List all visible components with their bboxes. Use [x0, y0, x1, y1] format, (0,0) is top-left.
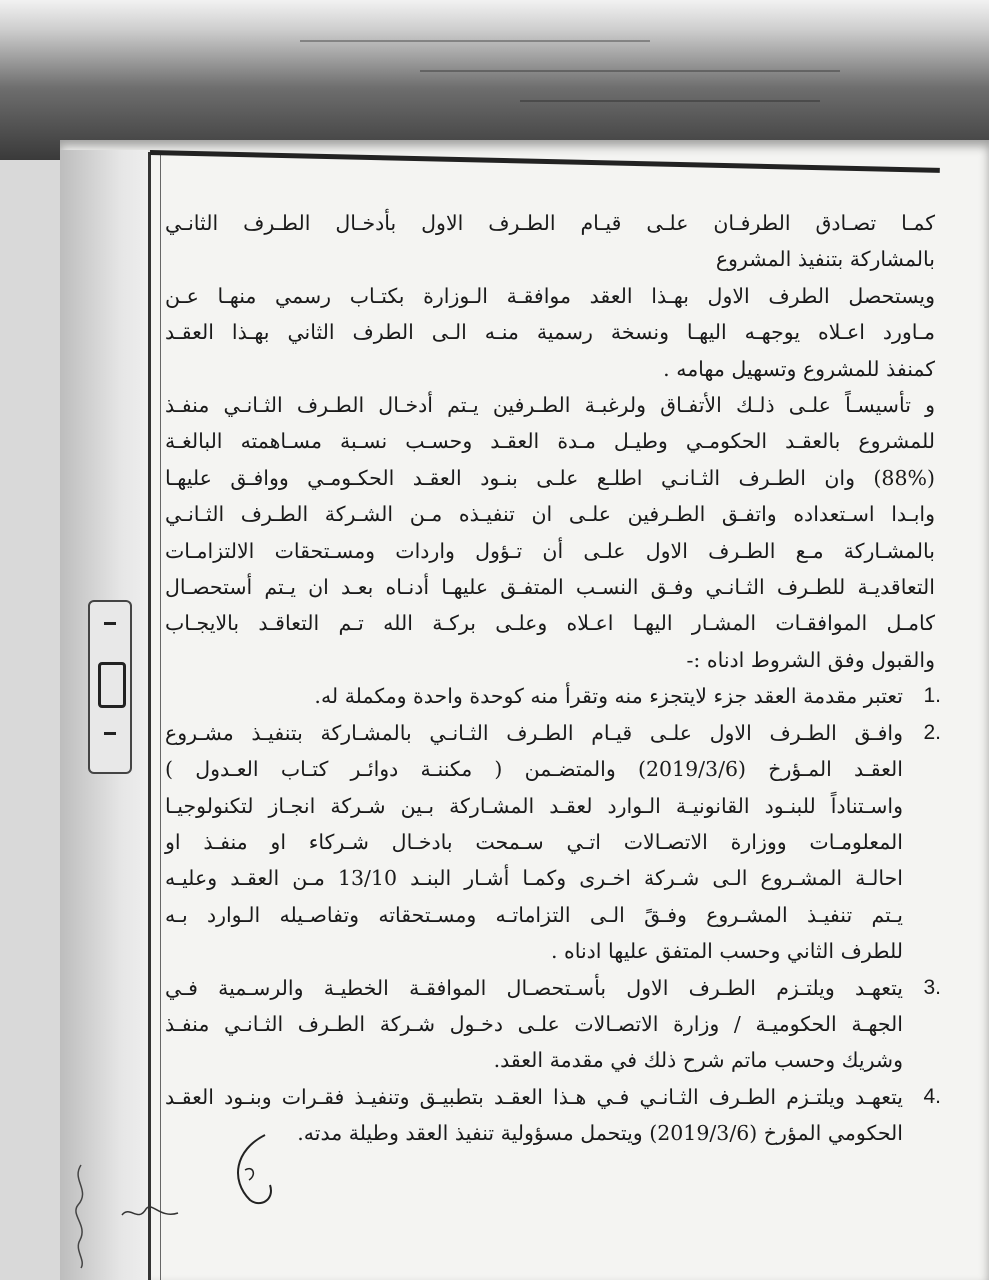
clause-number: 3. [923, 975, 941, 999]
approval-paragraph [165, 278, 935, 387]
text-line: وابـدا اسـتعداده واتفـق الطـرفين علـى ان تنفيـذه مـن الشـركة الطـرف الثـانـي [165, 502, 935, 527]
clause-number: 2. [923, 720, 941, 744]
text-line: كامـل الموافقـات المشـار اليهـا اعـلاه وعلـى بركـة الله تـم التعاقـد بالايجـاب [165, 611, 935, 636]
text-line: العقـد المـؤرخ (2019/3/6) والمتضـمن ( مكننـة دوائـر كتـاب العـدول ) [165, 757, 903, 782]
photocopy-top-shadow [0, 0, 989, 160]
side-stamp [88, 600, 132, 774]
text-line: التعاقديـة للطـرف الثـانـي وفـق النسـب المتفـق عليهـا أدنـاه بعـد ان يـتم أستحصـال [165, 575, 935, 600]
text-line: للطرف الثاني وحسب المتفق عليها ادناه . [550, 939, 903, 964]
text-line: تعتبر مقدمة العقد جزء لايتجزء منه وتقرأ منه كوحدة واحدة ومكملة له. [314, 684, 903, 709]
text-line: والقبول وفق الشروط ادناه :- [686, 647, 935, 672]
clause-2 [165, 715, 941, 970]
text-line: وافـق الطـرف الاول علـى قيـام الطـرف الثـانـي بالمشـاركة بتنفيـذ مشـروع [165, 720, 903, 745]
text-line: كمـا تصـادق الطرفـان علـى قيـام الطـرف الاول بأدخـال الطـرف الثانـي [165, 211, 935, 235]
text-line: و تأسيسـاً علـى ذلـك الأتفـاق ولرغبـة الطـرفين يـتم أدخـال الطـرف الثـانـي منفـذ [165, 393, 935, 418]
stamp-logo-icon [98, 662, 126, 708]
text-line: بالمشـاركة مـع الطـرف الاول علـى أن تـؤول واردات ومسـتحقات الالتزامـات [165, 538, 935, 563]
clause-1 [165, 678, 941, 714]
text-line: الجهـة الحكوميـة / وزارة الاتصـالات علـى دخـول شـركة الطـرف الثـانـي منفـذ [165, 1011, 903, 1036]
signature-mark [225, 1130, 285, 1210]
text-line: واسـتناداً للبنـود القانونيـة الـوارد لعقـد المشـاركة بـين شـركة انجـاز لتكنولوجيـا [165, 793, 903, 818]
text-line: كمنفذ للمشروع وتسهيل مهامه . [663, 356, 935, 381]
text-line: ويستحصل الطرف الاول بهـذا العقد موافقـة الـوزارة بكتـاب رسمي منهـا عـن [165, 283, 935, 308]
text-line: يتعهـد ويلتـزم الطـرف الثـانـي فـي هـذا العقـد بتطبيـق وتنفيـذ فقـرات وبنـود العقـد [165, 1084, 903, 1109]
clause-number: 4. [923, 1084, 941, 1108]
page-edge-line-inner [160, 152, 161, 1280]
intro-paragraph [165, 205, 935, 278]
text-line: بالمشاركة بتنفيذ المشروع [715, 247, 935, 272]
text-line: المعلومـات ووزارة الاتصـالات اتـي سـمحت بادخـال شـركاء او منفـذ او [165, 829, 903, 854]
clause-number: 1. [923, 684, 941, 708]
text-line: احالـة المشـروع الـى شـركة اخـرى وكمـا أشـار البنـد 13/10 مـن العقـد وعليـه [165, 866, 903, 891]
page-edge-line [148, 152, 151, 1280]
basis-paragraph [165, 387, 935, 678]
text-line: مـاورد اعـلاه يوجهـه اليهـا ونسخة رسمية منـه الـى الطرف الثاني بهـذا العقـد [165, 320, 935, 345]
text-line: (88%) وان الطـرف الثـانـي اطلـع علـى بنـود العقـد الحكـومـي ووافـق عليهـا [165, 465, 935, 490]
text-line: الحكومي المؤرخ (2019/3/6) ويتحمل مسؤولية تنفيذ العقد وطيلة مدته. [297, 1121, 903, 1146]
contract-body [165, 205, 941, 1152]
text-line: للمشروع بالعقـد الحكومـي وطيـل مـدة العقـد وحسـب نسـبة مسـاهمته البالغـة [165, 429, 935, 454]
margin-handwriting [66, 1160, 96, 1270]
text-line: يـتم تنفيـذ المشـروع وفـقً الـى التزاماتـه ومسـتحقاته وتفاصـيله الـوارد بـه [165, 902, 903, 927]
text-line: يتعهـد ويلتـزم الطـرف الاول بأسـتحصـال الموافقـة الخطيـة والرسـمية فـي [165, 975, 903, 1000]
text-line: وشريك وحسب ماتم شرح ذلك في مقدمة العقد. [493, 1048, 903, 1073]
handwritten-scribble [120, 1195, 180, 1225]
clause-3 [165, 970, 941, 1079]
